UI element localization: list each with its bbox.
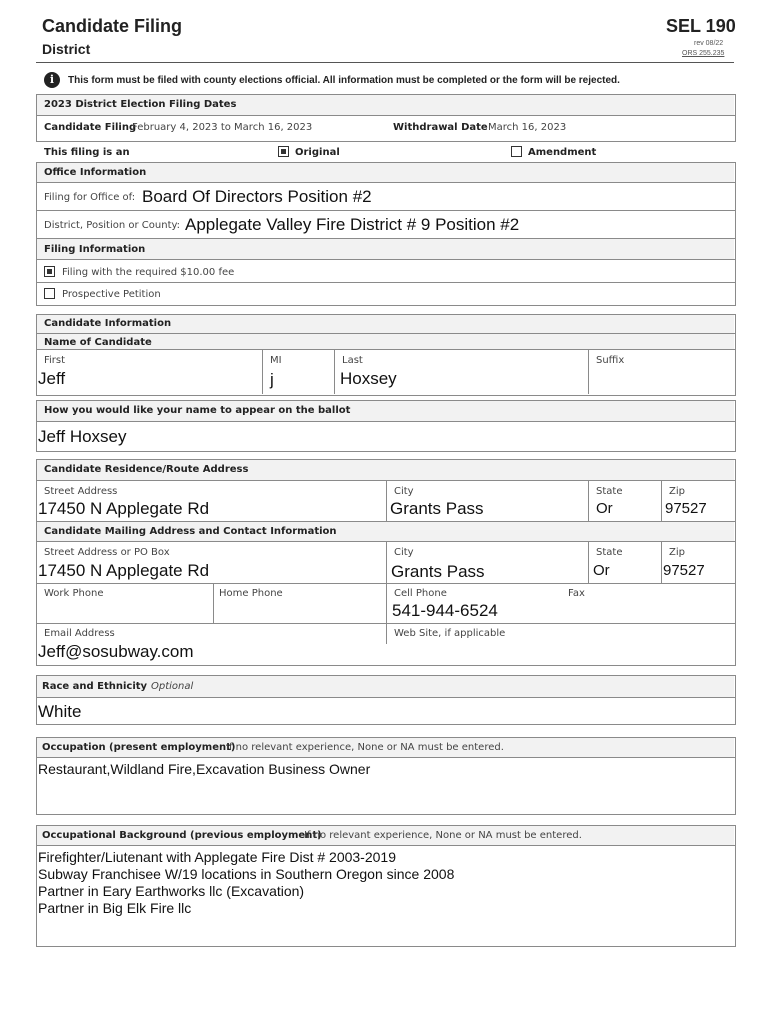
residence-state-value[interactable]: Or: [596, 500, 613, 517]
mailing-street-label: Street Address or PO Box: [44, 547, 170, 558]
residence-section-label: Candidate Residence/Route Address: [44, 464, 249, 475]
mailing-city-label: City: [394, 547, 414, 558]
candidate-filing-label: Candidate Filing: [44, 122, 137, 133]
office-section-label: Office Information: [44, 167, 147, 178]
mi-value[interactable]: j: [270, 370, 274, 389]
original-checkbox[interactable]: [278, 146, 289, 157]
residence-state-label: State: [596, 486, 623, 497]
mailing-section-label: Candidate Mailing Address and Contact Information: [44, 526, 337, 537]
mailing-street-value[interactable]: 17450 N Applegate Rd: [38, 561, 210, 580]
mi-label: MI: [270, 355, 282, 366]
office-value[interactable]: Board Of Directors Position #2: [142, 187, 372, 206]
dates-section-label: 2023 District Election Filing Dates: [44, 99, 237, 110]
email-label: Email Address: [44, 628, 115, 639]
amendment-label: Amendment: [528, 147, 597, 158]
mailing-state-label: State: [596, 547, 623, 558]
first-name-label: First: [44, 355, 66, 366]
fax-label: Fax: [568, 588, 585, 599]
email-value[interactable]: Jeff@sosubway.com: [38, 642, 194, 661]
background-line-1[interactable]: Firefighter/Liutenant with Applegate Fire Dist # 2003-2019: [38, 849, 396, 865]
form-ors: ORS 255.235: [682, 50, 725, 57]
residence-zip-value[interactable]: 97527: [665, 500, 707, 517]
form-subtitle: District: [42, 41, 91, 57]
cell-phone-label: Cell Phone: [394, 588, 447, 599]
occupation-value[interactable]: Restaurant,Wildland Fire,Excavation Business Owner: [38, 761, 371, 777]
background-line-3[interactable]: Partner in Eary Earthworks llc (Excavation): [38, 883, 305, 899]
cell-phone-value[interactable]: 541-944-6524: [392, 601, 498, 620]
header-rule: [36, 62, 734, 63]
residence-street-value[interactable]: 17450 N Applegate Rd: [38, 499, 210, 518]
office-label: Filing for Office of:: [44, 192, 136, 203]
background-line-4[interactable]: Partner in Big Elk Fire llc: [38, 900, 192, 916]
fee-checkbox[interactable]: [44, 266, 55, 277]
form-id: SEL 190: [666, 16, 736, 36]
amendment-checkbox[interactable]: [511, 146, 522, 157]
race-value[interactable]: White: [38, 702, 82, 721]
mailing-city-value[interactable]: Grants Pass: [391, 562, 485, 581]
petition-checkbox[interactable]: [44, 288, 55, 299]
candidate-filing-dates: February 4, 2023 to March 16, 2023: [132, 122, 313, 133]
race-label: Race and Ethnicity: [42, 681, 148, 692]
filing-info-section-label: Filing Information: [44, 244, 146, 255]
withdrawal-date: March 16, 2023: [488, 122, 567, 133]
info-icon: i: [44, 72, 60, 88]
candidate-section-label: Candidate Information: [44, 318, 172, 329]
notice-text: This form must be filed with county elections official. All information must be completed or the form will be rejected.: [68, 75, 620, 86]
suffix-label: Suffix: [596, 355, 625, 366]
website-label: Web Site, if applicable: [394, 628, 506, 639]
occupation-note: If no relevant experience, None or NA must be entered.: [226, 742, 504, 753]
form-revision: rev 08/22: [694, 40, 724, 47]
residence-zip-label: Zip: [669, 486, 685, 497]
fee-label: Filing with the required $10.00 fee: [62, 267, 235, 278]
filing-type-label: This filing is an: [44, 147, 130, 158]
residence-city-label: City: [394, 486, 414, 497]
mailing-zip-value[interactable]: 97527: [663, 562, 705, 579]
name-section-label: Name of Candidate: [44, 337, 152, 348]
work-phone-label: Work Phone: [44, 588, 104, 599]
race-optional: Optional: [151, 681, 194, 692]
withdrawal-label: Withdrawal Date: [393, 122, 488, 133]
background-note: If no relevant experience, None or NA must be entered.: [304, 830, 582, 841]
background-line-2[interactable]: Subway Franchisee W/19 locations in Southern Oregon since 2008: [38, 866, 455, 882]
occupation-label: Occupation (present employment): [42, 742, 236, 753]
ballot-name-value[interactable]: Jeff Hoxsey: [38, 427, 127, 446]
original-label: Original: [295, 147, 340, 158]
petition-label: Prospective Petition: [62, 289, 161, 300]
first-name-value[interactable]: Jeff: [38, 369, 66, 388]
form-title: Candidate Filing: [42, 16, 183, 36]
residence-city-value[interactable]: Grants Pass: [390, 499, 484, 518]
district-value[interactable]: Applegate Valley Fire District # 9 Position #2: [185, 215, 520, 234]
background-label: Occupational Background (previous employment): [42, 830, 322, 841]
last-name-label: Last: [342, 355, 363, 366]
mailing-zip-label: Zip: [669, 547, 685, 558]
mailing-state-value[interactable]: Or: [593, 562, 610, 579]
ballot-name-label: How you would like your name to appear on the ballot: [44, 405, 351, 416]
home-phone-label: Home Phone: [219, 588, 283, 599]
residence-street-label: Street Address: [44, 486, 118, 497]
district-label: District, Position or County:: [44, 220, 181, 231]
last-name-value[interactable]: Hoxsey: [340, 369, 397, 388]
